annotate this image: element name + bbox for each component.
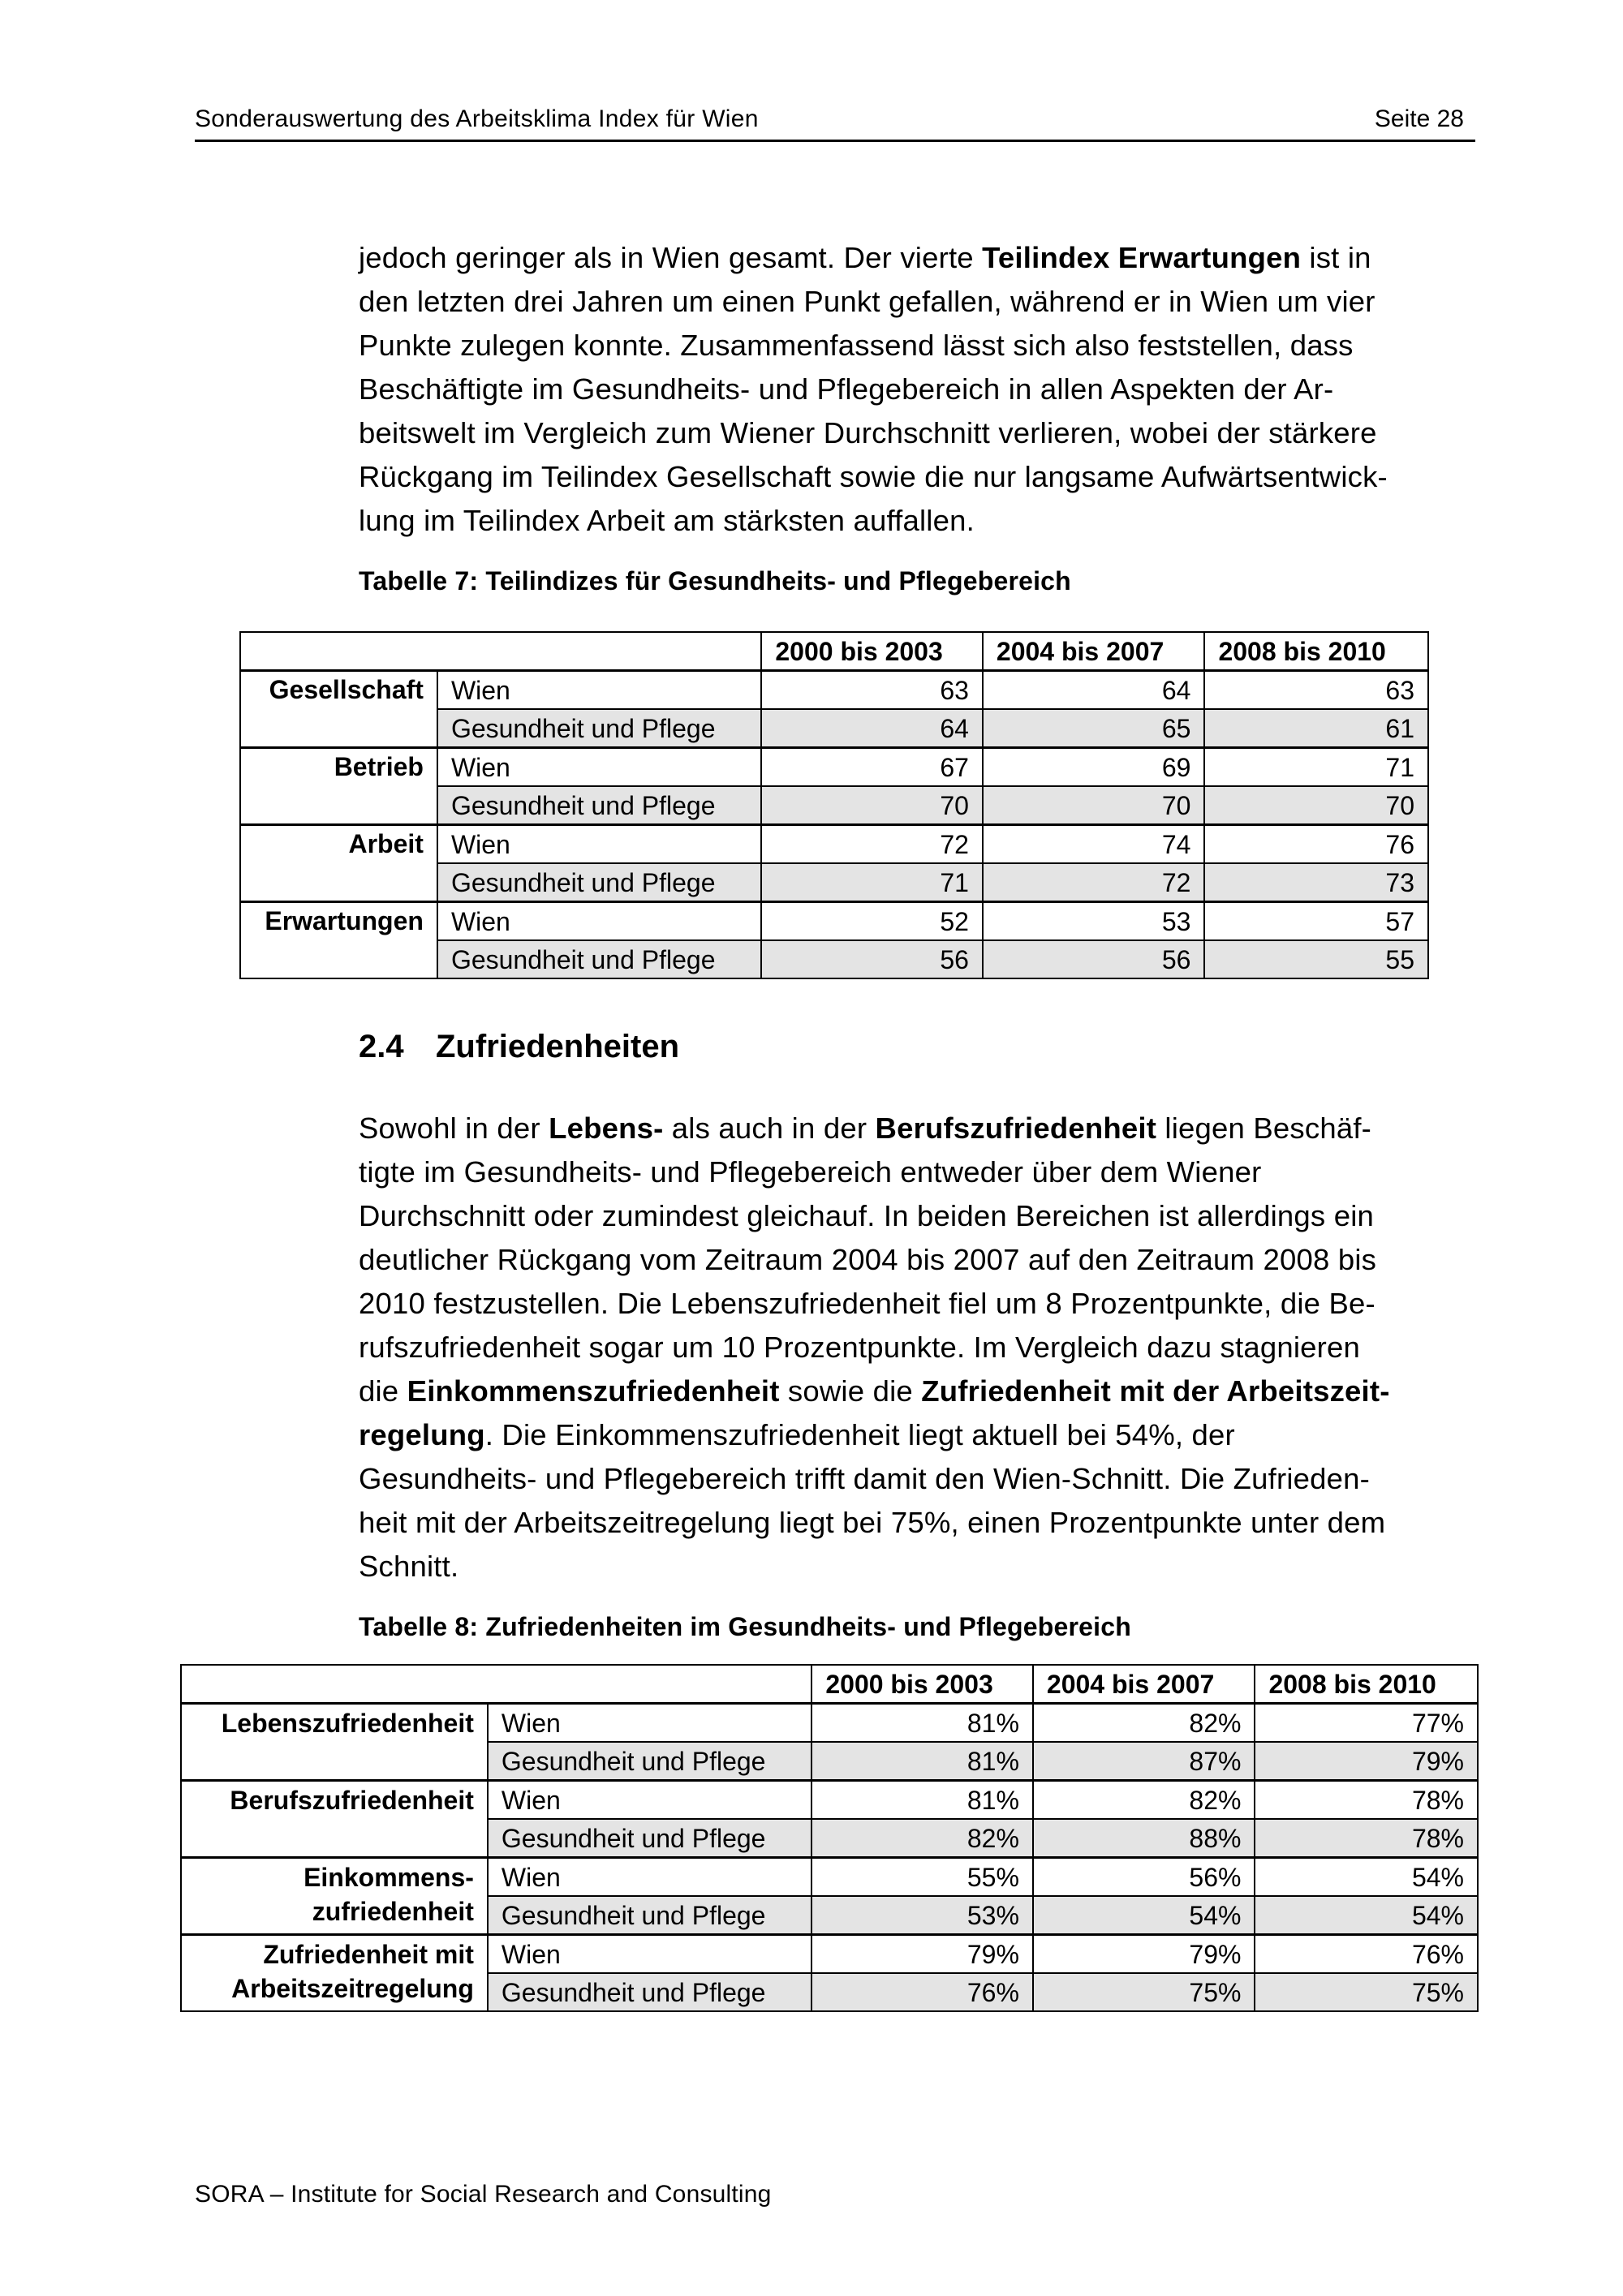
value-cell: 63	[1204, 671, 1428, 710]
value-cell: 81%	[812, 1704, 1033, 1743]
table7-teilindizes	[239, 631, 1429, 979]
table8-caption: Tabelle 8: Zufriedenheiten im Gesundheits- und Pflegebereich	[359, 1612, 1132, 1641]
text-line: den letzten drei Jahren um einen Punkt gefallen, während er in Wien um vier	[359, 285, 1375, 318]
value-cell: 61	[1204, 709, 1428, 748]
text-line: Beschäftigte im Gesundheits- und Pflegebereich in allen Aspekten der Ar-	[359, 372, 1334, 406]
column-header: 2004 bis 2007	[1033, 1665, 1255, 1704]
value-cell: 87%	[1033, 1742, 1255, 1781]
value-cell: 56	[983, 940, 1205, 978]
table8-zufriedenheiten	[180, 1664, 1479, 2012]
paragraph-teilindizes	[359, 236, 1479, 543]
table-row	[240, 825, 1428, 864]
column-header: 2004 bis 2007	[983, 632, 1205, 671]
value-cell: 88%	[1033, 1819, 1255, 1858]
value-cell: 78%	[1255, 1819, 1478, 1858]
row-label: Wien	[437, 748, 761, 787]
row-group-label: Betrieb	[240, 748, 437, 825]
value-cell: 57	[1204, 902, 1428, 941]
row-label: Wien	[488, 1858, 812, 1897]
value-cell: 54%	[1255, 1858, 1478, 1897]
row-label: Gesundheit und Pflege	[437, 863, 761, 902]
row-label: Gesundheit und Pflege	[437, 786, 761, 825]
value-cell: 78%	[1255, 1781, 1478, 1820]
row-label: Wien	[488, 1935, 812, 1974]
value-cell: 52	[761, 902, 983, 941]
row-label: Gesundheit und Pflege	[488, 1819, 812, 1858]
row-label: Wien	[488, 1704, 812, 1743]
value-cell: 79%	[1033, 1935, 1255, 1974]
table-row	[240, 902, 1428, 941]
value-cell: 82%	[812, 1819, 1033, 1858]
text-line: Schnitt.	[359, 1550, 459, 1583]
column-header: 2008 bis 2010	[1255, 1665, 1478, 1704]
table-header-row	[181, 1665, 1478, 1704]
value-cell: 70	[761, 786, 983, 825]
page-number: Seite 28	[1374, 105, 1464, 132]
table-row	[240, 748, 1428, 787]
table-row	[181, 1781, 1478, 1820]
row-label: Gesundheit und Pflege	[488, 1742, 812, 1781]
text-line: lung im Teilindex Arbeit am stärksten auffallen.	[359, 504, 975, 537]
row-group-label: Berufszufriedenheit	[181, 1781, 488, 1858]
value-cell: 67	[761, 748, 983, 787]
text-line: 2010 festzustellen. Die Lebenszufriedenheit fiel um 8 Prozentpunkte, die Be-	[359, 1287, 1375, 1320]
row-group-label: Einkommens- zufriedenheit	[181, 1858, 488, 1935]
row-label: Wien	[437, 902, 761, 941]
value-cell: 71	[761, 863, 983, 902]
header-empty-cell	[240, 632, 761, 671]
row-group-label: Lebenszufriedenheit	[181, 1704, 488, 1781]
section-title: Zufriedenheiten	[436, 1029, 680, 1064]
value-cell: 56	[761, 940, 983, 978]
text-line: Sowohl in der Lebens- als auch in der Berufszufriedenheit liegen Beschäf-	[359, 1111, 1372, 1145]
value-cell: 53%	[812, 1896, 1033, 1935]
section-heading	[359, 1029, 679, 1065]
value-cell: 75%	[1033, 1973, 1255, 2011]
value-cell: 55	[1204, 940, 1428, 978]
paragraph-zufriedenheiten	[359, 1107, 1479, 1589]
value-cell: 76%	[1255, 1935, 1478, 1974]
value-cell: 82%	[1033, 1704, 1255, 1743]
value-cell: 53	[983, 902, 1205, 941]
emphasis-teilindex-erwartungen: Teilindex Erwartungen	[982, 241, 1302, 274]
value-cell: 77%	[1255, 1704, 1478, 1743]
value-cell: 81%	[812, 1781, 1033, 1820]
text-line: Punkte zulegen konnte. Zusammenfassend lässt sich also feststellen, dass	[359, 329, 1354, 362]
value-cell: 76	[1204, 825, 1428, 864]
page-footer: SORA – Institute for Social Research and Consulting	[195, 2181, 772, 2208]
value-cell: 65	[983, 709, 1205, 748]
value-cell: 56%	[1033, 1858, 1255, 1897]
table-row	[181, 1858, 1478, 1897]
row-label: Gesundheit und Pflege	[488, 1896, 812, 1935]
row-label: Gesundheit und Pflege	[437, 709, 761, 748]
text-line: Rückgang im Teilindex Gesellschaft sowie die nur langsame Aufwärtsentwick-	[359, 460, 1388, 493]
value-cell: 74	[983, 825, 1205, 864]
table-header-row	[240, 632, 1428, 671]
value-cell: 70	[983, 786, 1205, 825]
value-cell: 63	[761, 671, 983, 710]
table-row	[181, 1935, 1478, 1974]
text-line: tigte im Gesundheits- und Pflegebereich entweder über dem Wiener	[359, 1155, 1262, 1189]
column-header: 2000 bis 2003	[812, 1665, 1033, 1704]
row-label: Wien	[437, 825, 761, 864]
table-row	[240, 671, 1428, 710]
column-header: 2008 bis 2010	[1204, 632, 1428, 671]
table-row	[181, 1704, 1478, 1743]
value-cell: 72	[983, 863, 1205, 902]
document-title: Sonderauswertung des Arbeitsklima Index für Wien	[195, 105, 759, 132]
text-line: Gesundheits- und Pflegebereich trifft damit den Wien-Schnitt. Die Zufrieden-	[359, 1462, 1371, 1495]
row-label: Gesundheit und Pflege	[437, 940, 761, 978]
column-header: 2000 bis 2003	[761, 632, 983, 671]
value-cell: 70	[1204, 786, 1428, 825]
text-line: beitswelt im Vergleich zum Wiener Durchschnitt verlieren, wobei der stärkere	[359, 416, 1377, 449]
value-cell: 64	[983, 671, 1205, 710]
value-cell: 72	[761, 825, 983, 864]
text-line: jedoch geringer als in Wien gesamt. Der vierte Teilindex Erwartungen ist in	[359, 241, 1371, 274]
text-line: Durchschnitt oder zumindest gleichauf. In beiden Bereichen ist allerdings ein	[359, 1199, 1375, 1232]
row-group-label: Gesellschaft	[240, 671, 437, 748]
row-group-label: Erwartungen	[240, 902, 437, 979]
text-line: deutlicher Rückgang vom Zeitraum 2004 bis 2007 auf den Zeitraum 2008 bis	[359, 1243, 1377, 1276]
value-cell: 76%	[812, 1973, 1033, 2011]
value-cell: 81%	[812, 1742, 1033, 1781]
row-label: Wien	[437, 671, 761, 710]
text-line: rufszufriedenheit sogar um 10 Prozentpunkte. Im Vergleich dazu stagnieren	[359, 1331, 1360, 1364]
value-cell: 71	[1204, 748, 1428, 787]
page-header	[195, 104, 1475, 142]
row-group-label: Arbeit	[240, 825, 437, 902]
value-cell: 55%	[812, 1858, 1033, 1897]
row-group-label: Zufriedenheit mit Arbeitszeitregelung	[181, 1935, 488, 2012]
value-cell: 79%	[812, 1935, 1033, 1974]
row-label: Gesundheit und Pflege	[488, 1973, 812, 2011]
value-cell: 73	[1204, 863, 1428, 902]
value-cell: 54%	[1255, 1896, 1478, 1935]
value-cell: 54%	[1033, 1896, 1255, 1935]
text-line: regelung. Die Einkommenszufriedenheit liegt aktuell bei 54%, der	[359, 1418, 1235, 1451]
value-cell: 82%	[1033, 1781, 1255, 1820]
text-line: heit mit der Arbeitszeitregelung liegt bei 75%, einen Prozentpunkte unter dem	[359, 1506, 1386, 1539]
row-label: Wien	[488, 1781, 812, 1820]
value-cell: 69	[983, 748, 1205, 787]
value-cell: 79%	[1255, 1742, 1478, 1781]
section-number: 2.4	[359, 1029, 404, 1064]
value-cell: 64	[761, 709, 983, 748]
text-line: die Einkommenszufriedenheit sowie die Zufriedenheit mit der Arbeitszeit-	[359, 1374, 1390, 1408]
header-empty-cell	[181, 1665, 812, 1704]
table7-caption: Tabelle 7: Teilindizes für Gesundheits- und Pflegebereich	[359, 566, 1071, 595]
value-cell: 75%	[1255, 1973, 1478, 2011]
